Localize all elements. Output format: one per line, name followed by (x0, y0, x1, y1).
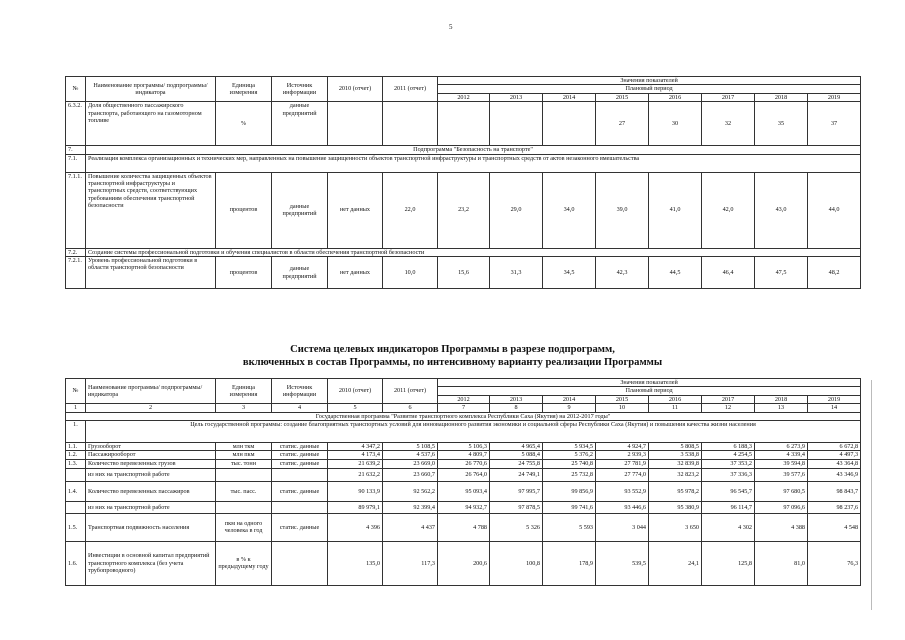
row-name: Инвестиции в основной капитал предприятий транспортного комплекса (без учета трубопроводного) (86, 541, 216, 585)
section-row (66, 248, 861, 256)
row-source (272, 501, 328, 513)
year-header: 2014 (543, 395, 596, 403)
row-source: статис. данные (272, 481, 328, 501)
cell-value: 21 632,2 (328, 468, 383, 481)
year-header: 2015 (596, 93, 649, 101)
cell-value: 97 680,5 (755, 481, 808, 501)
cell-value: 99 856,9 (543, 481, 596, 501)
col-number: 4 (272, 404, 328, 412)
cell-value: 6 188,3 (702, 443, 755, 451)
cell-value: 34,5 (543, 257, 596, 289)
row-num: 1.5. (66, 513, 86, 541)
col-header-source: Источник информации (272, 379, 328, 404)
row-name: Повышение количества защищенных объектов транспортной инфраструктуры и транспортных средств, соответствующих требованиям обеспечения транспортной безопасности (86, 172, 216, 248)
table-row (66, 102, 861, 146)
cell-value: 5 376,2 (543, 451, 596, 459)
year-header: 2017 (702, 395, 755, 403)
cell-value: 24 749,1 (490, 468, 543, 481)
cell-value: 98 843,7 (808, 481, 861, 501)
indicators-table-upper (65, 76, 861, 289)
cell-value: 4 965,4 (490, 443, 543, 451)
cell-value: 178,9 (543, 541, 596, 585)
row-unit: пкм на одного человека в год (216, 513, 272, 541)
col-number: 13 (755, 404, 808, 412)
task-text: Реализация комплекса организационных и технических мер, направленных на повышение защищенности объектов транспортной инфраструктуры и транспортных средств от актов незаконного вмешательства (86, 154, 861, 172)
row-source: статис. данные (272, 451, 328, 459)
year-header: 2014 (543, 93, 596, 101)
cell-value: 35 (755, 102, 808, 146)
col-header-2011: 2011 (отчет) (383, 379, 438, 404)
cell-value: 32 823,2 (649, 468, 702, 481)
cell-value: 200,6 (438, 541, 490, 585)
table-row (66, 257, 861, 289)
cell-value: 34,0 (543, 172, 596, 248)
col-number: 6 (383, 404, 438, 412)
cell-value: 89 979,1 (328, 501, 383, 513)
cell-value: 81,0 (755, 541, 808, 585)
cell-value: 4 396 (328, 513, 383, 541)
row-name: из них на транспортной работе (86, 501, 216, 513)
cell-value: 95 978,2 (649, 481, 702, 501)
cell-value: 3 538,8 (649, 451, 702, 459)
cell-value: 76,3 (808, 541, 861, 585)
row-source: статис. данные (272, 443, 328, 451)
col-header-plan: Плановый период (438, 387, 861, 395)
row-name: Уровень профессиональной подготовки в области транспортной безопасности (86, 257, 216, 289)
section-row (66, 421, 861, 443)
cell-value: 27 (596, 102, 649, 146)
row-source: данные предприятий (272, 257, 328, 289)
cell-value: 5 593 (543, 513, 596, 541)
cell-value: 117,3 (383, 541, 438, 585)
table-row (66, 451, 861, 459)
col-header-2010: 2010 (отчет) (328, 379, 383, 404)
year-header: 2013 (490, 93, 543, 101)
row-num: 1.4. (66, 481, 86, 501)
row-unit: тыс. тонн (216, 459, 272, 468)
col-header-source: Источник информации (272, 77, 328, 102)
cell-value: 4 388 (755, 513, 808, 541)
year-header: 2012 (438, 395, 490, 403)
goal-text: Цель государственной программы: создание благоприятных транспортных условий для инновационного развития экономики и социальной сферы Республики Саха (Якутия) и повышения качества жизни населения (86, 421, 861, 443)
cell-value: 6 273,9 (755, 443, 808, 451)
row-num: 6.3.2. (66, 102, 86, 146)
row-num: 7.1. (66, 154, 86, 172)
cell-value: 23,2 (438, 172, 490, 248)
cell-value: 135,0 (328, 541, 383, 585)
cell-value: 29,0 (490, 172, 543, 248)
year-header: 2018 (755, 395, 808, 403)
cell-value: 4 548 (808, 513, 861, 541)
col-header-plan: Плановый период (438, 85, 861, 93)
cell-value: нет данных (328, 172, 383, 248)
cell-value: 48,2 (808, 257, 861, 289)
row-name: из них на транспортной работе (86, 468, 216, 481)
cell-value: 24 755,8 (490, 459, 543, 468)
cell-value (438, 102, 490, 146)
row-unit: процентов (216, 172, 272, 248)
cell-value: 4 809,7 (438, 451, 490, 459)
cell-value: 15,6 (438, 257, 490, 289)
cell-value: 97 878,5 (490, 501, 543, 513)
row-unit: млн пкм (216, 451, 272, 459)
heading-line-2: включенных в состав Программы, по интенсивному варианту реализации Программы (242, 357, 663, 368)
table-row (66, 501, 861, 513)
table-row (66, 172, 861, 248)
col-number: 1 (66, 404, 86, 412)
cell-value: 37 336,3 (702, 468, 755, 481)
col-number: 5 (328, 404, 383, 412)
cell-value: 125,8 (702, 541, 755, 585)
table-row (66, 513, 861, 541)
cell-value: 26 770,6 (438, 459, 490, 468)
row-source: данные предприятий (272, 102, 328, 146)
cell-value: 96 545,7 (702, 481, 755, 501)
cell-value: 30 (649, 102, 702, 146)
row-name: Количество перевезенных пассажиров (86, 481, 216, 501)
section-row (66, 412, 861, 420)
cell-value: 21 639,2 (328, 459, 383, 468)
cell-value: 4 347,2 (328, 443, 383, 451)
cell-value: 22,0 (383, 172, 438, 248)
page-number: 5 (449, 23, 453, 31)
col-header-num: № (66, 379, 86, 404)
cell-value: 94 932,7 (438, 501, 490, 513)
cell-value (490, 102, 543, 146)
year-header: 2019 (808, 93, 861, 101)
cell-value: 95 093,4 (438, 481, 490, 501)
row-source: статис. данные (272, 459, 328, 468)
year-header: 2019 (808, 395, 861, 403)
cell-value: 4 302 (702, 513, 755, 541)
row-name: Доля общественного пассажирского транспорта, работающего на газомоторном топливе (86, 102, 216, 146)
row-num: 1.3. (66, 459, 86, 468)
cell-value: 92 562,2 (383, 481, 438, 501)
row-unit: млн ткм (216, 443, 272, 451)
cell-value: 46,4 (702, 257, 755, 289)
cell-value: 39,0 (596, 172, 649, 248)
col-number: 3 (216, 404, 272, 412)
program-title: Государственная программа "Развитие транспортного комплекса Республики Саха (Якутия) на 2012-2017 годы" (66, 412, 861, 420)
page-edge-line (871, 380, 872, 610)
cell-value: 4 339,4 (755, 451, 808, 459)
row-name: Пассажирооборот (86, 451, 216, 459)
year-header: 2013 (490, 395, 543, 403)
col-header-values: Значения показателей (438, 379, 861, 387)
table-row (66, 541, 861, 585)
cell-value: 32 (702, 102, 755, 146)
cell-value: 90 133,9 (328, 481, 383, 501)
row-unit: тыс. пасс. (216, 481, 272, 501)
cell-value: 93 552,9 (596, 481, 649, 501)
row-name: Количество перевезенных грузов (86, 459, 216, 468)
cell-value: 23 669,0 (383, 459, 438, 468)
row-num: 7.2. (66, 248, 86, 256)
col-header-name: Наименование программы/ подпрограммы/ индикатора (86, 77, 216, 102)
indicators-table-lower (65, 378, 861, 586)
subprogram-title: Подпрограмма "Безопасность на транспорте" (86, 146, 861, 154)
cell-value: 6 672,8 (808, 443, 861, 451)
cell-value: 27 781,9 (596, 459, 649, 468)
cell-value: 47,5 (755, 257, 808, 289)
cell-value: 100,8 (490, 541, 543, 585)
cell-value: 5 108,5 (383, 443, 438, 451)
col-number: 2 (86, 404, 216, 412)
cell-value: 5 326 (490, 513, 543, 541)
cell-value: 42,0 (702, 172, 755, 248)
cell-value: 24,1 (649, 541, 702, 585)
cell-value: 23 660,7 (383, 468, 438, 481)
row-unit: % (216, 102, 272, 146)
year-header: 2012 (438, 93, 490, 101)
col-header-2011: 2011 (отчет) (383, 77, 438, 102)
year-header: 2016 (649, 395, 702, 403)
row-num (66, 501, 86, 513)
cell-value: 37 353,2 (702, 459, 755, 468)
col-number: 11 (649, 404, 702, 412)
cell-value: 5 934,5 (543, 443, 596, 451)
cell-value: 10,0 (383, 257, 438, 289)
cell-value: 99 741,6 (543, 501, 596, 513)
cell-value: 43 346,9 (808, 468, 861, 481)
row-unit: в % к предыдущему году (216, 541, 272, 585)
cell-value: 97 096,6 (755, 501, 808, 513)
cell-value: 98 237,6 (808, 501, 861, 513)
cell-value: 39 594,8 (755, 459, 808, 468)
year-header: 2017 (702, 93, 755, 101)
row-num (66, 468, 86, 481)
cell-value: 44,5 (649, 257, 702, 289)
year-header: 2018 (755, 93, 808, 101)
row-num: 1. (66, 421, 86, 443)
row-num: 7. (66, 146, 86, 154)
row-unit (216, 468, 272, 481)
cell-value: 31,3 (490, 257, 543, 289)
section-row (66, 154, 861, 172)
cell-value: 5 106,3 (438, 443, 490, 451)
year-header: 2016 (649, 93, 702, 101)
row-source: статис. данные (272, 513, 328, 541)
cell-value: 5 808,5 (649, 443, 702, 451)
col-header-2010: 2010 (отчет) (328, 77, 383, 102)
row-source (272, 541, 328, 585)
row-num: 7.2.1. (66, 257, 86, 289)
heading-line-1: Система целевых индикаторов Программы в разрезе подпрограмм, (290, 344, 615, 355)
cell-value: 4 788 (438, 513, 490, 541)
cell-value: 32 839,8 (649, 459, 702, 468)
col-number: 8 (490, 404, 543, 412)
cell-value: 3 044 (596, 513, 649, 541)
row-unit: процентов (216, 257, 272, 289)
row-source: данные предприятий (272, 172, 328, 248)
col-number: 10 (596, 404, 649, 412)
cell-value: 26 764,0 (438, 468, 490, 481)
cell-value: нет данных (328, 257, 383, 289)
column-numbers-row (66, 404, 861, 412)
col-header-unit: Единица измерения (216, 77, 272, 102)
row-unit (216, 501, 272, 513)
cell-value: 39 577,6 (755, 468, 808, 481)
cell-value: 4 173,4 (328, 451, 383, 459)
section-row (66, 146, 861, 154)
cell-value: 4 254,5 (702, 451, 755, 459)
task-text: Создание системы профессиональной подготовки и обучения специалистов в области обеспечения транспортной безопасности (86, 248, 861, 256)
cell-value: 93 446,6 (596, 501, 649, 513)
cell-value: 41,0 (649, 172, 702, 248)
section-heading (0, 343, 905, 369)
col-header-values: Значения показателей (438, 77, 861, 85)
cell-value: 25 740,8 (543, 459, 596, 468)
col-number: 9 (543, 404, 596, 412)
col-header-name: Наименование программы/ подпрограммы/ индикатора (86, 379, 216, 404)
table-row (66, 468, 861, 481)
row-num: 1.2. (66, 451, 86, 459)
cell-value: 3 650 (649, 513, 702, 541)
col-header-unit: Единица измерения (216, 379, 272, 404)
row-name: Грузооборот (86, 443, 216, 451)
cell-value (543, 102, 596, 146)
cell-value: 25 732,8 (543, 468, 596, 481)
cell-value: 4 497,3 (808, 451, 861, 459)
cell-value: 4 537,6 (383, 451, 438, 459)
cell-value: 44,0 (808, 172, 861, 248)
cell-value: 4 437 (383, 513, 438, 541)
row-num: 7.1.1. (66, 172, 86, 248)
row-source (272, 468, 328, 481)
cell-value: 92 399,4 (383, 501, 438, 513)
row-num: 1.1. (66, 443, 86, 451)
col-header-num: № (66, 77, 86, 102)
col-number: 14 (808, 404, 861, 412)
cell-value: 96 114,7 (702, 501, 755, 513)
table-row (66, 459, 861, 468)
cell-value: 5 088,4 (490, 451, 543, 459)
cell-value: 42,3 (596, 257, 649, 289)
col-number: 12 (702, 404, 755, 412)
year-header: 2015 (596, 395, 649, 403)
table-row (66, 481, 861, 501)
row-num: 1.6. (66, 541, 86, 585)
cell-value: 37 (808, 102, 861, 146)
table-row (66, 443, 861, 451)
cell-value: 27 774,0 (596, 468, 649, 481)
cell-value: 539,5 (596, 541, 649, 585)
cell-value: 2 939,3 (596, 451, 649, 459)
row-name: Транспортная подвижность населения (86, 513, 216, 541)
cell-value: 43 364,8 (808, 459, 861, 468)
col-number: 7 (438, 404, 490, 412)
cell-value: 43,0 (755, 172, 808, 248)
cell-value: 95 380,9 (649, 501, 702, 513)
cell-value: 4 924,7 (596, 443, 649, 451)
cell-value: 97 995,7 (490, 481, 543, 501)
